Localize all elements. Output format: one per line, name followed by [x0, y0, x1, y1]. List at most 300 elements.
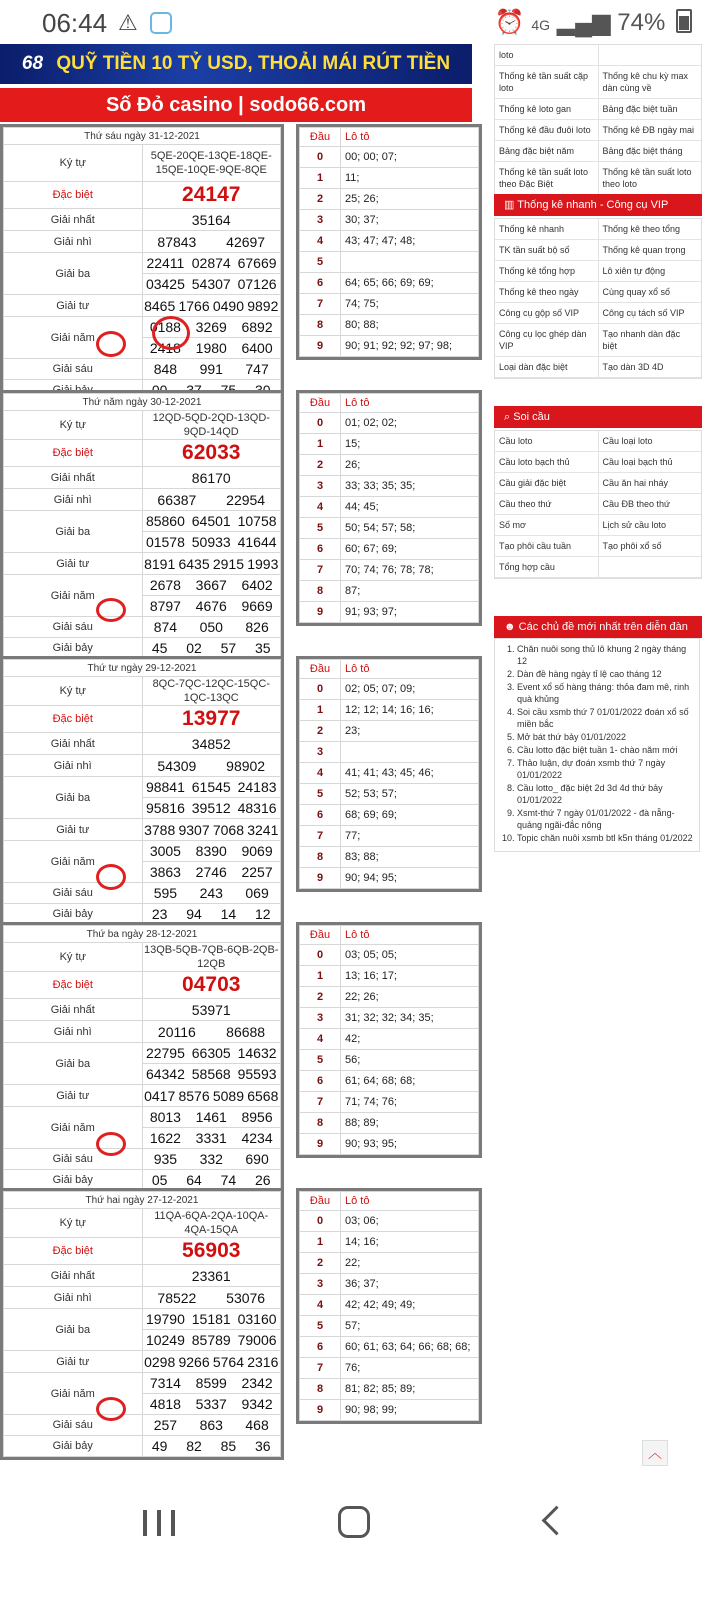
prize-number: 243 — [199, 885, 223, 901]
topics-list — [494, 638, 700, 852]
dau-digit: 8 — [300, 1113, 341, 1134]
prize-number: 2418 — [149, 340, 181, 356]
fourth-prize — [142, 1085, 281, 1107]
sidebar-row — [495, 261, 701, 282]
draw-date: Thứ năm ngày 30-12-2021 — [4, 394, 281, 411]
fifth-prize-row — [142, 596, 281, 617]
signal-icon: ▂▄▆ — [556, 9, 611, 36]
stats-grid — [494, 44, 702, 196]
dau-digit: 9 — [300, 1400, 341, 1421]
sidebar-link[interactable]: Cùng quay xổ số — [598, 282, 702, 302]
sidebar-link[interactable]: Cầu loại bạch thủ — [598, 452, 702, 472]
prize-number: 9069 — [241, 843, 273, 859]
sidebar-link[interactable]: Thống kê theo tổng — [598, 219, 702, 239]
sidebar-link[interactable]: Bảng đặc biệt tháng — [598, 141, 702, 161]
sidebar-link[interactable]: TK tần suất bộ số — [499, 245, 570, 255]
sidebar-link[interactable]: Thống kê tần suất loto theo loto — [598, 162, 702, 194]
hand-drawn-circle — [96, 331, 126, 357]
loto-values: 76; — [341, 1358, 479, 1379]
prize-number: 332 — [199, 1151, 223, 1167]
dau-header: Đầu — [300, 394, 341, 413]
prize-number: 4818 — [149, 1396, 181, 1412]
label-dac-biet: Đặc biệt — [4, 440, 143, 467]
loto-values: 22; — [341, 1253, 479, 1274]
sidebar-link[interactable]: Cầu theo thứ — [499, 499, 552, 509]
topic-link[interactable]: 9. Xsmt-thứ 7 ngày 01/01/2022 - đà nẵng-quảng ngãi-đắc nông — [517, 807, 695, 831]
sidebar-link[interactable]: Bảng đặc biệt năm — [499, 146, 575, 156]
dau-header: Đầu — [300, 660, 341, 679]
prize-number: 8956 — [241, 1109, 273, 1125]
loto-values: 13; 16; 17; — [341, 966, 479, 987]
loto-values: 70; 74; 76; 78; 78; — [341, 560, 479, 581]
sidebar-row — [495, 66, 701, 99]
prize-number: 069 — [245, 885, 269, 901]
label-giai-nhi: Giải nhì — [4, 1287, 143, 1309]
prize-number: 8191 — [144, 555, 176, 572]
sidebar-row — [495, 452, 701, 473]
loto-values: 52; 53; 57; — [341, 784, 479, 805]
fifth-prize-row — [142, 1373, 281, 1394]
sidebar-link[interactable]: Thống kê đầu đuôi loto — [499, 125, 591, 135]
label-giai-sau: Giải sáu — [4, 359, 143, 380]
prize-number: 45 — [151, 640, 168, 656]
back-icon[interactable] — [542, 1506, 572, 1536]
topic-link[interactable]: 4. Soi cầu xsmb thứ 7 01/01/2022 đoán xổ số miền bắc — [517, 706, 695, 730]
loto-values: 71; 74; 76; — [341, 1092, 479, 1113]
prize-number: 2915 — [212, 555, 245, 572]
label-kytu: Ký tự — [4, 943, 143, 972]
prize-table — [0, 656, 284, 928]
hand-drawn-circle — [96, 864, 126, 890]
loto-values: 81; 82; 85; 89; — [341, 1379, 479, 1400]
prize-number: 74 — [220, 1172, 237, 1188]
prize-number: 54307 — [191, 276, 231, 292]
label-giai-bay: Giải bảy — [4, 1170, 143, 1191]
sidebar-row — [495, 324, 701, 357]
label-giai-ba: Giải ba — [4, 1309, 143, 1351]
loto-values: 64; 65; 66; 69; 69; — [341, 273, 479, 294]
first-prize: 53971 — [142, 999, 281, 1021]
prize-number: 3005 — [149, 843, 181, 859]
label-kytu: Ký tự — [4, 411, 143, 440]
home-icon[interactable] — [338, 1506, 370, 1538]
sidebar-link[interactable]: Bảng đặc biệt tuần — [598, 99, 702, 119]
fourth-prize — [142, 1351, 281, 1373]
prize-number: 10249 — [145, 1332, 185, 1348]
battery-level: 74% — [617, 9, 666, 36]
sidebar-link[interactable]: Thống kê ĐB ngày mai — [598, 120, 702, 140]
prize-number: 98841 — [145, 779, 185, 795]
prize-number: 14632 — [237, 1045, 277, 1061]
sidebar-link[interactable] — [598, 45, 702, 65]
prize-number: 2746 — [195, 864, 227, 880]
loto-values: 56; — [341, 1050, 479, 1071]
prize-number: 02874 — [191, 255, 231, 271]
sidebar-row — [495, 120, 701, 141]
fifth-prize-row — [142, 862, 281, 883]
dau-digit: 1 — [300, 700, 341, 721]
second-prize — [142, 1021, 281, 1043]
label-giai-bay: Giải bảy — [4, 1436, 143, 1457]
status-bar — [0, 0, 720, 44]
prize-number: 8599 — [195, 1375, 227, 1391]
status-right — [495, 8, 692, 37]
special-prize: 62033 — [142, 440, 281, 467]
prize-number: 79006 — [237, 1332, 277, 1348]
dau-digit: 3 — [300, 1274, 341, 1295]
ad-banner-68[interactable] — [0, 44, 472, 84]
topics-title: Các chủ đề mới nhất trên diễn đàn — [518, 621, 688, 633]
prize-number: 82 — [186, 1438, 202, 1454]
dau-digit: 8 — [300, 315, 341, 336]
first-prize: 34852 — [142, 733, 281, 755]
loto-values: 90; 94; 95; — [341, 868, 479, 889]
prize-number: 07126 — [237, 276, 277, 292]
sidebar-row — [495, 473, 701, 494]
topic-link[interactable]: 7. Thảo luận, dự đoán xsmb thứ 7 ngày 01/01/2022 — [517, 757, 695, 781]
prize-table — [0, 922, 284, 1194]
label-giai-bay: Giải bảy — [4, 904, 143, 925]
sidebar-link[interactable]: Lô xiên tự động — [598, 261, 702, 281]
topic-link[interactable]: 6. Cầu lotto đặc biệt tuần 1- chào năm mới — [517, 744, 695, 756]
topic-link[interactable]: 10. Topic chăn nuôi xsmb btl k5n tháng 01/2022 — [517, 832, 695, 844]
prize-number: 64501 — [191, 513, 231, 529]
prize-number: 8390 — [195, 843, 227, 859]
prize-number: 1980 — [195, 340, 227, 356]
third-prize-row — [142, 511, 281, 532]
loto-values: 83; 88; — [341, 847, 479, 868]
loto-header: Lô tô — [341, 1192, 479, 1211]
prize-number: 41644 — [237, 534, 277, 550]
label-giai-nhi: Giải nhì — [4, 755, 143, 777]
loto-values — [341, 742, 479, 763]
prize-number: 66305 — [191, 1045, 231, 1061]
prize-number: 22954 — [226, 491, 266, 508]
prize-number: 848 — [153, 361, 178, 377]
prize-number: 9892 — [247, 297, 279, 314]
prize-number: 95593 — [237, 1066, 277, 1082]
ky-tu-codes: 5QE-20QE-13QE-18QE-15QE-10QE-9QE-8QE — [142, 145, 281, 182]
prize-number: 7314 — [149, 1375, 181, 1391]
dau-digit: 2 — [300, 455, 341, 476]
prize-number: 1622 — [149, 1130, 181, 1146]
prize-number: 05 — [151, 1172, 168, 1188]
prize-number: 4676 — [195, 598, 227, 614]
label-giai-nam: Giải năm — [4, 1373, 143, 1415]
sidebar-link[interactable]: Cầu ăn hai nháy — [598, 473, 702, 493]
loto-values: 77; — [341, 826, 479, 847]
prize-number: 1993 — [247, 555, 279, 572]
sidebar-row — [495, 219, 701, 240]
prize-number: 1766 — [178, 297, 210, 314]
topic-link[interactable]: 1. Chăn nuôi song thủ lô khung 2 ngày tháng 12 — [517, 643, 695, 667]
dau-digit: 0 — [300, 945, 341, 966]
dau-digit: 7 — [300, 294, 341, 315]
loto-values: 50; 54; 57; 58; — [341, 518, 479, 539]
dau-digit: 8 — [300, 581, 341, 602]
prize-number: 6568 — [247, 1087, 279, 1104]
prize-number: 2678 — [149, 577, 181, 593]
sixth-prize — [142, 617, 281, 638]
prize-number: 3269 — [195, 319, 227, 335]
loto-values: 02; 05; 07; 09; — [341, 679, 479, 700]
prize-number: 2316 — [247, 1353, 279, 1370]
prize-number: 22411 — [146, 255, 185, 271]
hand-drawn-circle — [152, 316, 190, 350]
label-giai-nhat: Giải nhất — [4, 733, 143, 755]
fourth-prize — [142, 295, 281, 317]
loto-values: 91; 93; 97; — [341, 602, 479, 623]
sidebar-link[interactable]: Cầu loại loto — [598, 431, 702, 451]
label-dac-biet: Đặc biệt — [4, 182, 143, 209]
label-kytu: Ký tự — [4, 677, 143, 706]
topic-link[interactable]: 5. Mở bát thứ bảy 01/01/2022 — [517, 731, 695, 743]
label-giai-sau: Giải sáu — [4, 617, 143, 638]
prize-number: 747 — [245, 361, 269, 377]
sidebar-link[interactable]: Thống kê chu kỳ max dàn cùng về — [598, 66, 702, 98]
prize-number: 257 — [153, 1417, 178, 1433]
first-prize: 35164 — [142, 209, 281, 231]
ky-tu-codes: 13QB-5QB-7QB-6QB-2QB-12QB — [144, 944, 279, 970]
third-prize-row — [142, 798, 281, 819]
prize-number: 468 — [245, 1417, 269, 1433]
topic-link[interactable]: 2. Dàn đề hàng ngày tỉ lệ cao tháng 12 — [517, 668, 695, 680]
prize-number: 57 — [220, 640, 237, 656]
sidebar-link[interactable]: Cầu loto — [499, 436, 533, 446]
label-giai-tu: Giải tư — [4, 1351, 143, 1373]
prize-number: 7068 — [212, 821, 245, 838]
sidebar-link[interactable]: Loại dàn đặc biệt — [499, 362, 568, 372]
sidebar-link[interactable]: Thống kê theo ngày — [499, 287, 579, 297]
soi-cau-header — [494, 406, 702, 428]
sidebar-link[interactable]: Lịch sử cầu loto — [598, 515, 702, 535]
sixth-prize — [142, 359, 281, 380]
loto-values: 12; 12; 14; 16; 16; — [341, 700, 479, 721]
dau-digit: 6 — [300, 1337, 341, 1358]
label-giai-sau: Giải sáu — [4, 1149, 143, 1170]
sidebar-row — [495, 536, 701, 557]
dau-digit: 0 — [300, 413, 341, 434]
label-giai-nhi: Giải nhì — [4, 489, 143, 511]
sidebar-link[interactable]: Tạo dàn 3D 4D — [598, 357, 702, 377]
dau-digit: 4 — [300, 763, 341, 784]
prize-number: 6435 — [178, 555, 210, 572]
dau-digit: 5 — [300, 252, 341, 273]
prize-number: 050 — [199, 619, 223, 635]
sidebar-row — [495, 557, 701, 578]
dau-digit: 1 — [300, 434, 341, 455]
ky-tu-codes: 11QA-6QA-2QA-10QA-4QA-15QA — [142, 1209, 281, 1238]
prize-number: 10758 — [237, 513, 277, 529]
loto-header: Lô tô — [341, 128, 479, 147]
hand-drawn-circle — [96, 1132, 126, 1156]
dau-digit: 4 — [300, 231, 341, 252]
prize-number: 02 — [186, 640, 202, 656]
loto-values: 60; 67; 69; — [341, 539, 479, 560]
topic-link[interactable]: 8. Cầu lotto_ đặc biệt 2d 3d 4d thứ bảy 01/01/2022 — [517, 782, 695, 806]
prize-number: 9266 — [178, 1353, 210, 1370]
prize-number: 2257 — [241, 864, 273, 880]
loto-table — [296, 1188, 482, 1424]
sidebar-link[interactable]: Số mơ — [499, 520, 526, 530]
prize-number: 14 — [220, 906, 237, 922]
prize-number: 03160 — [237, 1311, 277, 1327]
scroll-top-button[interactable] — [642, 1440, 668, 1466]
ky-tu-codes: 12QD-5QD-2QD-13QD-9QD-14QD — [142, 411, 281, 440]
sidebar-link[interactable]: Tạo phôi cầu tuần — [499, 541, 572, 551]
prize-number: 26 — [255, 1172, 271, 1188]
label-kytu: Ký tự — [4, 1209, 143, 1238]
sidebar-link[interactable]: Tạo phôi xổ số — [598, 536, 702, 556]
dau-digit: 3 — [300, 210, 341, 231]
sidebar-link[interactable]: Cầu ĐB theo thứ — [598, 494, 702, 514]
prize-number: 3331 — [195, 1130, 227, 1146]
dau-digit: 7 — [300, 1092, 341, 1113]
prize-number: 64342 — [145, 1066, 185, 1082]
prize-number: 85860 — [145, 513, 185, 529]
prize-number: 3788 — [144, 821, 176, 838]
prize-number: 22795 — [145, 1045, 185, 1061]
prize-number: 1461 — [195, 1109, 227, 1125]
prize-number: 863 — [199, 1417, 223, 1433]
loto-values: 03; 06; — [341, 1211, 479, 1232]
hand-drawn-circle — [96, 1397, 126, 1421]
prize-table — [0, 124, 284, 404]
dau-digit: 5 — [300, 518, 341, 539]
seventh-prize — [142, 1436, 281, 1457]
sidebar-link[interactable]: Tổng hợp cầu — [499, 562, 555, 572]
dau-digit: 2 — [300, 189, 341, 210]
sidebar-link[interactable] — [598, 557, 702, 577]
sidebar-row — [495, 303, 701, 324]
prize-number: 9307 — [178, 821, 210, 838]
fifth-prize-row — [142, 1394, 281, 1415]
prize-number: 12 — [255, 906, 271, 922]
prize-number: 54309 — [157, 757, 197, 774]
sidebar-link[interactable]: Thống kê loto gan — [499, 104, 572, 114]
prize-number: 595 — [153, 885, 178, 901]
dau-digit: 8 — [300, 1379, 341, 1400]
prize-number: 826 — [245, 619, 269, 635]
prize-number: 5764 — [212, 1353, 245, 1370]
loto-values: 74; 75; — [341, 294, 479, 315]
dau-digit: 6 — [300, 805, 341, 826]
sidebar-link[interactable]: Công cụ lọc ghép dàn VIP — [499, 329, 587, 351]
label-kytu: Ký tự — [4, 145, 143, 182]
dau-digit: 0 — [300, 147, 341, 168]
prize-number: 61545 — [191, 779, 231, 795]
prize-number: 42697 — [226, 233, 266, 250]
prize-number: 8013 — [149, 1109, 181, 1125]
third-prize-row — [142, 1043, 281, 1064]
label-giai-nam: Giải năm — [4, 1107, 143, 1149]
loto-values: 25; 26; — [341, 189, 479, 210]
prize-number: 874 — [153, 619, 178, 635]
sidebar-row — [495, 357, 701, 378]
first-prize: 23361 — [142, 1265, 281, 1287]
prize-number: 4234 — [241, 1130, 273, 1146]
prize-number: 95816 — [145, 800, 185, 816]
label-giai-tu: Giải tư — [4, 819, 143, 841]
sidebar-link[interactable]: Thống kê tần suất loto theo Đặc Biệt — [499, 167, 589, 189]
fifth-prize-row — [142, 1107, 281, 1128]
label-giai-nam: Giải năm — [4, 575, 143, 617]
dau-digit: 7 — [300, 1358, 341, 1379]
sidebar-link[interactable]: Thống kê tần suất cặp loto — [499, 71, 589, 93]
prize-number: 3667 — [195, 577, 227, 593]
loto-values: 61; 64; 68; 68; — [341, 1071, 479, 1092]
third-prize-row — [142, 274, 281, 295]
prize-number: 85789 — [191, 1332, 231, 1348]
prize-number: 94 — [186, 906, 202, 922]
label-giai-ba: Giải ba — [4, 777, 143, 819]
sidebar-link[interactable]: Thống kê nhanh — [499, 224, 565, 234]
third-prize-row — [142, 1309, 281, 1330]
sidebar-link[interactable]: Cầu giải đặc biệt — [499, 478, 567, 488]
label-giai-sau: Giải sáu — [4, 883, 143, 904]
dau-digit: 9 — [300, 868, 341, 889]
prize-number: 24183 — [237, 779, 277, 795]
special-prize: 24147 — [142, 182, 281, 209]
vip-tools-grid — [494, 218, 702, 379]
third-prize-row — [142, 1064, 281, 1085]
second-prize — [142, 755, 281, 777]
vip-tools-title: Thống kê nhanh - Công cụ VIP — [517, 199, 669, 211]
sidebar-row — [495, 282, 701, 303]
sidebar-link[interactable]: Cầu loto bạch thủ — [499, 457, 570, 467]
prize-number: 5337 — [195, 1396, 227, 1412]
dau-digit: 3 — [300, 1008, 341, 1029]
prize-number: 3863 — [149, 864, 181, 880]
sidebar-link[interactable]: loto — [499, 50, 514, 60]
dau-digit: 0 — [300, 1211, 341, 1232]
prize-number: 50933 — [191, 534, 231, 550]
sixth-prize — [142, 1415, 281, 1436]
label-giai-ba: Giải ba — [4, 1043, 143, 1085]
battery-icon — [676, 9, 692, 33]
loto-values: 57; — [341, 1316, 479, 1337]
dau-digit: 6 — [300, 539, 341, 560]
prize-table — [0, 1188, 284, 1460]
loto-values — [341, 252, 479, 273]
prize-number: 0490 — [212, 297, 245, 314]
sidebar-link[interactable]: Tạo nhanh dàn đặc biệt — [598, 324, 702, 356]
prize-number: 53076 — [226, 1289, 266, 1306]
sidebar-link[interactable]: Công cụ tách số VIP — [598, 303, 702, 323]
prize-number: 58568 — [191, 1066, 231, 1082]
special-prize: 04703 — [142, 972, 281, 999]
fifth-prize-row — [142, 1128, 281, 1149]
ad-banner-sodo[interactable]: Số Đỏ casino | sodo66.com — [0, 88, 472, 122]
dau-digit: 8 — [300, 847, 341, 868]
dau-digit: 7 — [300, 826, 341, 847]
label-giai-nhi: Giải nhì — [4, 1021, 143, 1043]
recent-apps-icon[interactable] — [143, 1510, 175, 1536]
label-giai-tu: Giải tư — [4, 1085, 143, 1107]
loto-table — [296, 390, 482, 626]
dau-header: Đầu — [300, 926, 341, 945]
sidebar-link[interactable]: Thống kê tổng hợp — [499, 266, 575, 276]
label-dac-biet: Đặc biệt — [4, 706, 143, 733]
prize-number: 6892 — [241, 319, 273, 335]
dau-digit: 9 — [300, 602, 341, 623]
topic-link[interactable]: 3. Event xổ số hàng tháng: thỏa đam mê, rinh quà khủng — [517, 681, 695, 705]
sidebar-link[interactable]: Thống kê quan trọng — [598, 240, 702, 260]
sidebar-row — [495, 162, 701, 195]
sidebar-link[interactable]: Công cụ gộp số VIP — [499, 308, 580, 318]
dau-digit: 4 — [300, 1029, 341, 1050]
label-giai-ba: Giải ba — [4, 253, 143, 295]
